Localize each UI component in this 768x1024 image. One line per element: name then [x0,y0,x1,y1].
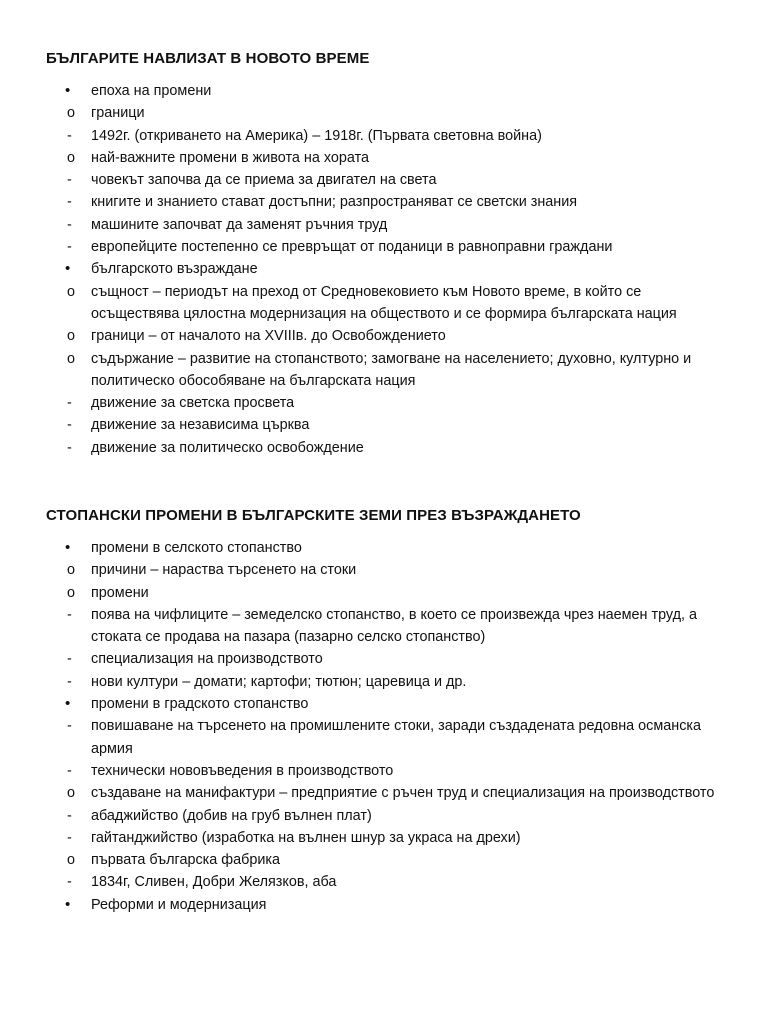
list-item-text: книгите и знанието стават достъпни; разпространяват се светски знания [91,194,578,211]
list-item-text: съдържание – развитие на стопанството; замогване на населението; духовно, културно и политическо обособяване на българската нация [91,350,692,389]
list-item [0,537,768,559]
list-item [0,125,768,147]
list-item-text: човекът започва да се приема за двигател на света [91,172,437,189]
circle-marker: o [67,328,76,345]
bullet-marker: • [65,895,71,913]
list-item-text: първата българска фабрика [91,852,281,869]
circle-marker: o [67,785,76,802]
section-list [0,537,768,916]
dash-marker: - [67,417,72,434]
list-item [0,715,768,760]
list-item-text: граници – от началото на XVIIIв. до Освобождението [91,328,446,345]
list-item [0,102,768,124]
list-item-text: 1834г, Сливен, Добри Желязков, аба [91,874,337,891]
bullet-marker: • [65,695,71,713]
list-item-text: специализация на производството [91,651,323,668]
list-item [0,214,768,236]
list-item-text: движение за политическо освобождение [91,439,364,456]
circle-marker: o [67,105,76,122]
dash-marker: - [67,194,72,211]
list-item [0,559,768,581]
list-item-text: промени в селското стопанство [91,540,302,556]
list-item-text: създаване на манифактури – предприятие с ръчен труд и специализация на производството [91,785,715,802]
list-item [0,894,768,916]
dash-marker: - [67,172,72,189]
dash-marker: - [67,874,72,891]
dash-marker: - [67,829,72,846]
dash-marker: - [67,239,72,256]
dash-marker: - [67,718,72,735]
list-item-text: причини – нараства търсенето на стоки [91,562,357,579]
dash-marker: - [67,762,72,779]
dash-marker: - [67,606,72,623]
circle-marker: o [67,852,76,869]
bullet-marker: • [65,539,71,556]
list-item [0,871,768,893]
list-item [0,693,768,715]
list-item-text: нови култури – домати; картофи; тютюн; царевица и др. [91,673,467,690]
list-item [0,392,768,414]
circle-marker: o [67,562,76,579]
dash-marker: - [67,439,72,456]
list-item [0,236,768,258]
section-heading: СТОПАНСКИ ПРОМЕНИ В БЪЛГАРСКИТЕ ЗЕМИ ПРЕЗ ВЪЗРАЖДАНЕТО [46,507,581,524]
list-item-text: Реформи и модернизация [91,896,267,913]
dash-marker: - [67,651,72,668]
section-list [0,80,768,459]
list-item-text: абаджийство (добив на груб вълнен плат) [91,807,372,824]
dash-marker: - [67,216,72,233]
list-item [0,191,768,213]
list-item [0,80,768,102]
dash-marker: - [67,127,72,144]
list-item [0,147,768,169]
list-item-text: промени в градското стопанство [91,696,309,713]
list-item-text: промени [91,584,149,601]
section-heading: БЪЛГАРИТЕ НАВЛИЗАТ В НОВОТО ВРЕМЕ [46,50,370,67]
list-item-text: повишаване на търсенето на промишлените стоки, заради създадената редовна османска армия [91,718,702,757]
dash-marker: - [67,807,72,824]
list-item [0,782,768,804]
list-item [0,849,768,871]
list-item [0,325,768,347]
list-item-text: движение за независима църква [91,417,310,434]
list-item [0,604,768,649]
list-item [0,582,768,604]
list-item-text: най-важните промени в живота на хората [91,149,370,166]
list-item-text: 1492г. (откриването на Америка) – 1918г. (Първата световна война) [91,127,542,144]
list-item-text: българското възраждане [91,261,258,278]
list-item [0,437,768,459]
bullet-marker: • [65,82,71,99]
list-item [0,281,768,326]
list-item [0,827,768,849]
circle-marker: o [67,283,76,300]
bullet-marker: • [65,260,71,278]
dash-marker: - [67,673,72,690]
list-item [0,258,768,280]
list-item-text: европейците постепенно се превръщат от поданици в равноправни граждани [91,239,613,256]
circle-marker: o [67,350,76,367]
list-item [0,414,768,436]
list-item-text: машините започват да заменят ръчния труд [91,216,388,233]
list-item [0,648,768,670]
list-item-text: движение за светска просвета [91,395,295,412]
list-item-text: епоха на промени [91,83,212,99]
list-item-text: същност – периодът на преход от Средновековието към Новото време, в който се осъществява цялостна модернизация на обществото и се формира българската нация [91,283,677,322]
circle-marker: o [67,149,76,166]
list-item-text: гайтанджийство (изработка на вълнен шнур за украса на дрехи) [91,829,521,846]
list-item [0,348,768,393]
list-item [0,671,768,693]
list-item-text: технически нововъведения в производството [91,762,394,779]
list-item-text: граници [91,105,145,122]
dash-marker: - [67,395,72,412]
list-item-text: поява на чифлиците – земеделско стопанство, в което се произвежда чрез наемен труд, а стоката се продава на пазара (пазарно селско стопанство) [91,606,698,646]
list-item [0,805,768,827]
list-item [0,760,768,782]
list-item [0,169,768,191]
circle-marker: o [67,584,76,601]
